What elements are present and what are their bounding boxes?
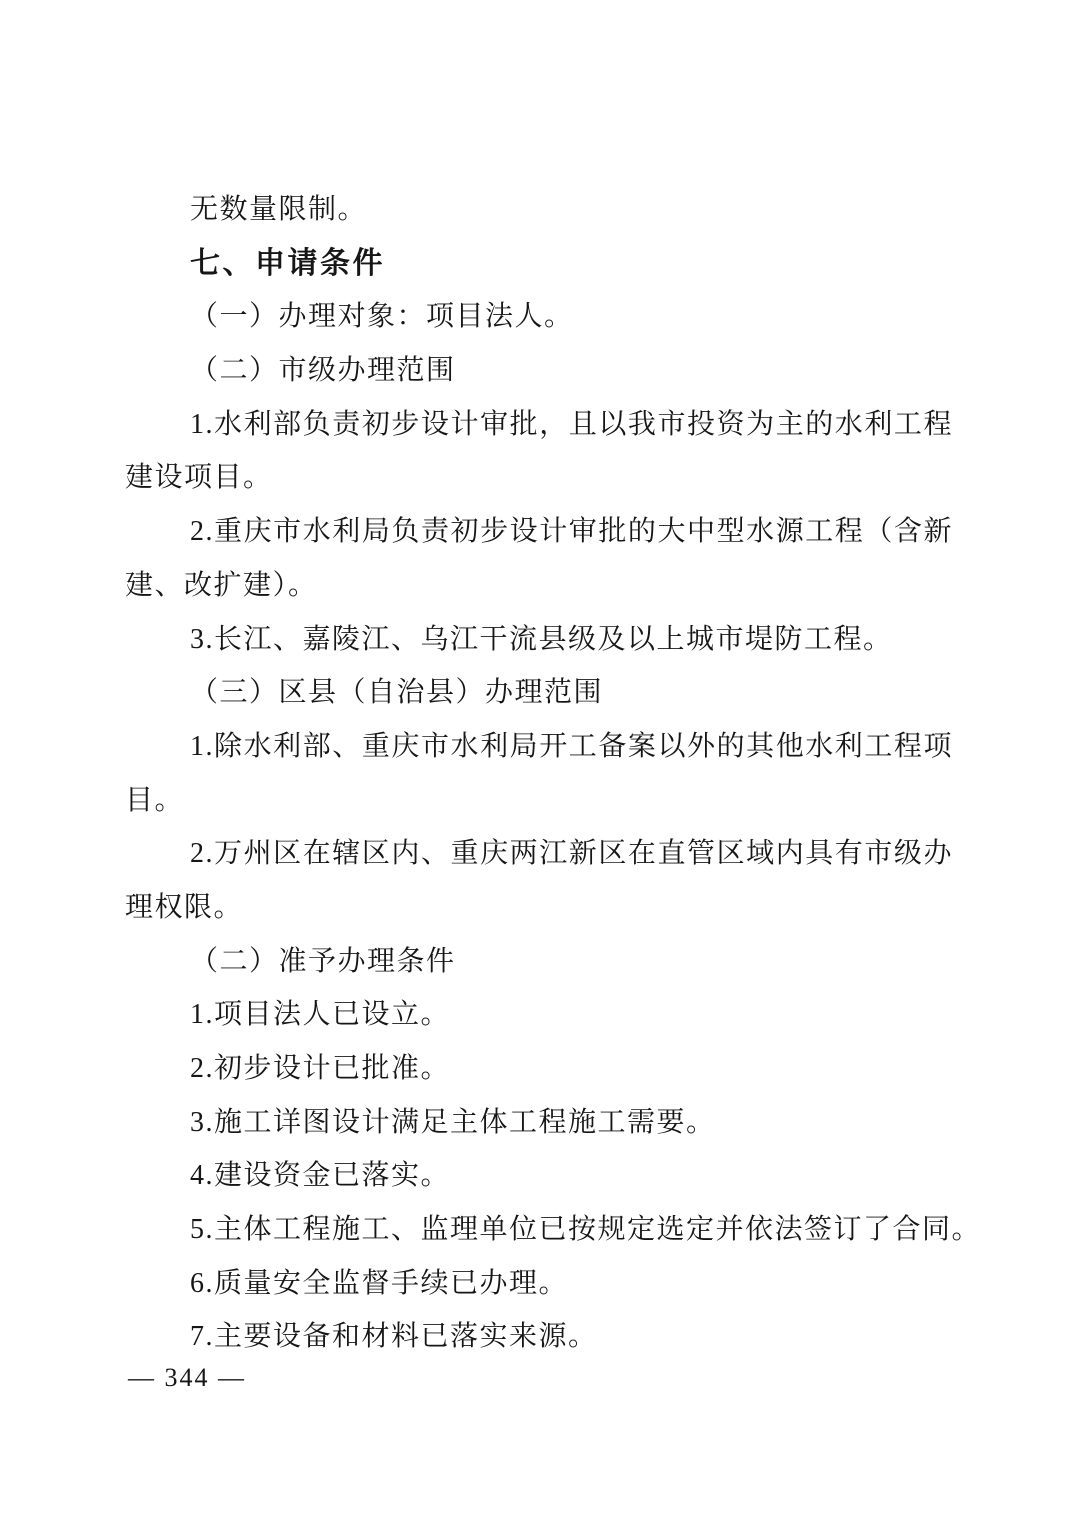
page-number: — 344 — — [128, 1363, 246, 1392]
paragraph-line: 1.除水利部、重庆市水利局开工备案以外的其他水利工程项 — [190, 730, 953, 762]
paragraph-line: 建、改扩建）。 — [125, 569, 318, 601]
document-text-block — [125, 183, 982, 1364]
paragraph-line: 目。 — [125, 784, 185, 816]
paragraph-line: 1.水利部负责初步设计审批，且以我市投资为主的水利工程 — [190, 408, 953, 440]
paragraph-line: 无数量限制。 — [190, 194, 368, 225]
paragraph — [125, 290, 953, 344]
paragraph-line: 理权限。 — [125, 891, 244, 923]
paragraph — [125, 613, 953, 667]
paragraph-line: （三）区县（自治县）办理范围 — [190, 677, 604, 709]
paragraph-line: 3.长江、嘉陵江、乌江干流县级及以上城市堤防工程。 — [190, 623, 893, 655]
paragraph — [125, 935, 953, 989]
paragraph-line: 1.项目法人已设立。 — [190, 999, 451, 1031]
paragraph-line: 6.质量安全监督手续已办理。 — [190, 1267, 569, 1299]
paragraph — [125, 666, 953, 720]
paragraph — [125, 344, 953, 398]
paragraph — [125, 505, 953, 612]
paragraph — [125, 1149, 953, 1203]
paragraph-line: 4.建设资金已落实。 — [190, 1160, 451, 1192]
paragraph — [125, 1042, 953, 1096]
paragraph-line: 5.主体工程施工、监理单位已按规定选定并依法签订了合同。 — [190, 1214, 982, 1246]
section-heading — [125, 237, 953, 291]
paragraph — [125, 1310, 953, 1364]
paragraph-line: 2.重庆市水利局负责初步设计审批的大中型水源工程（含新 — [190, 516, 953, 548]
paragraph-line: （二）市级办理范围 — [190, 355, 456, 387]
paragraph-line: 2.初步设计已批准。 — [190, 1053, 451, 1084]
paragraph — [125, 827, 953, 934]
paragraph — [125, 720, 953, 827]
paragraph — [125, 398, 953, 505]
paragraph — [125, 988, 953, 1042]
paragraph — [125, 1203, 982, 1257]
paragraph — [125, 1257, 953, 1311]
paragraph-line: 7.主要设备和材料已落实来源。 — [190, 1321, 598, 1353]
paragraph-line: 建设项目。 — [125, 462, 273, 494]
section-heading-line: 七、申请条件 — [190, 246, 385, 280]
paragraph-line: 2.万州区在辖区内、重庆两江新区在直管区域内具有市级办 — [190, 838, 953, 870]
paragraph — [125, 183, 953, 237]
paragraph-line: （二）准予办理条件 — [190, 945, 456, 977]
paragraph-line: （一）办理对象：项目法人。 — [190, 301, 574, 333]
paragraph — [125, 1096, 953, 1150]
paragraph-line: 3.施工详图设计满足主体工程施工需要。 — [190, 1106, 716, 1138]
